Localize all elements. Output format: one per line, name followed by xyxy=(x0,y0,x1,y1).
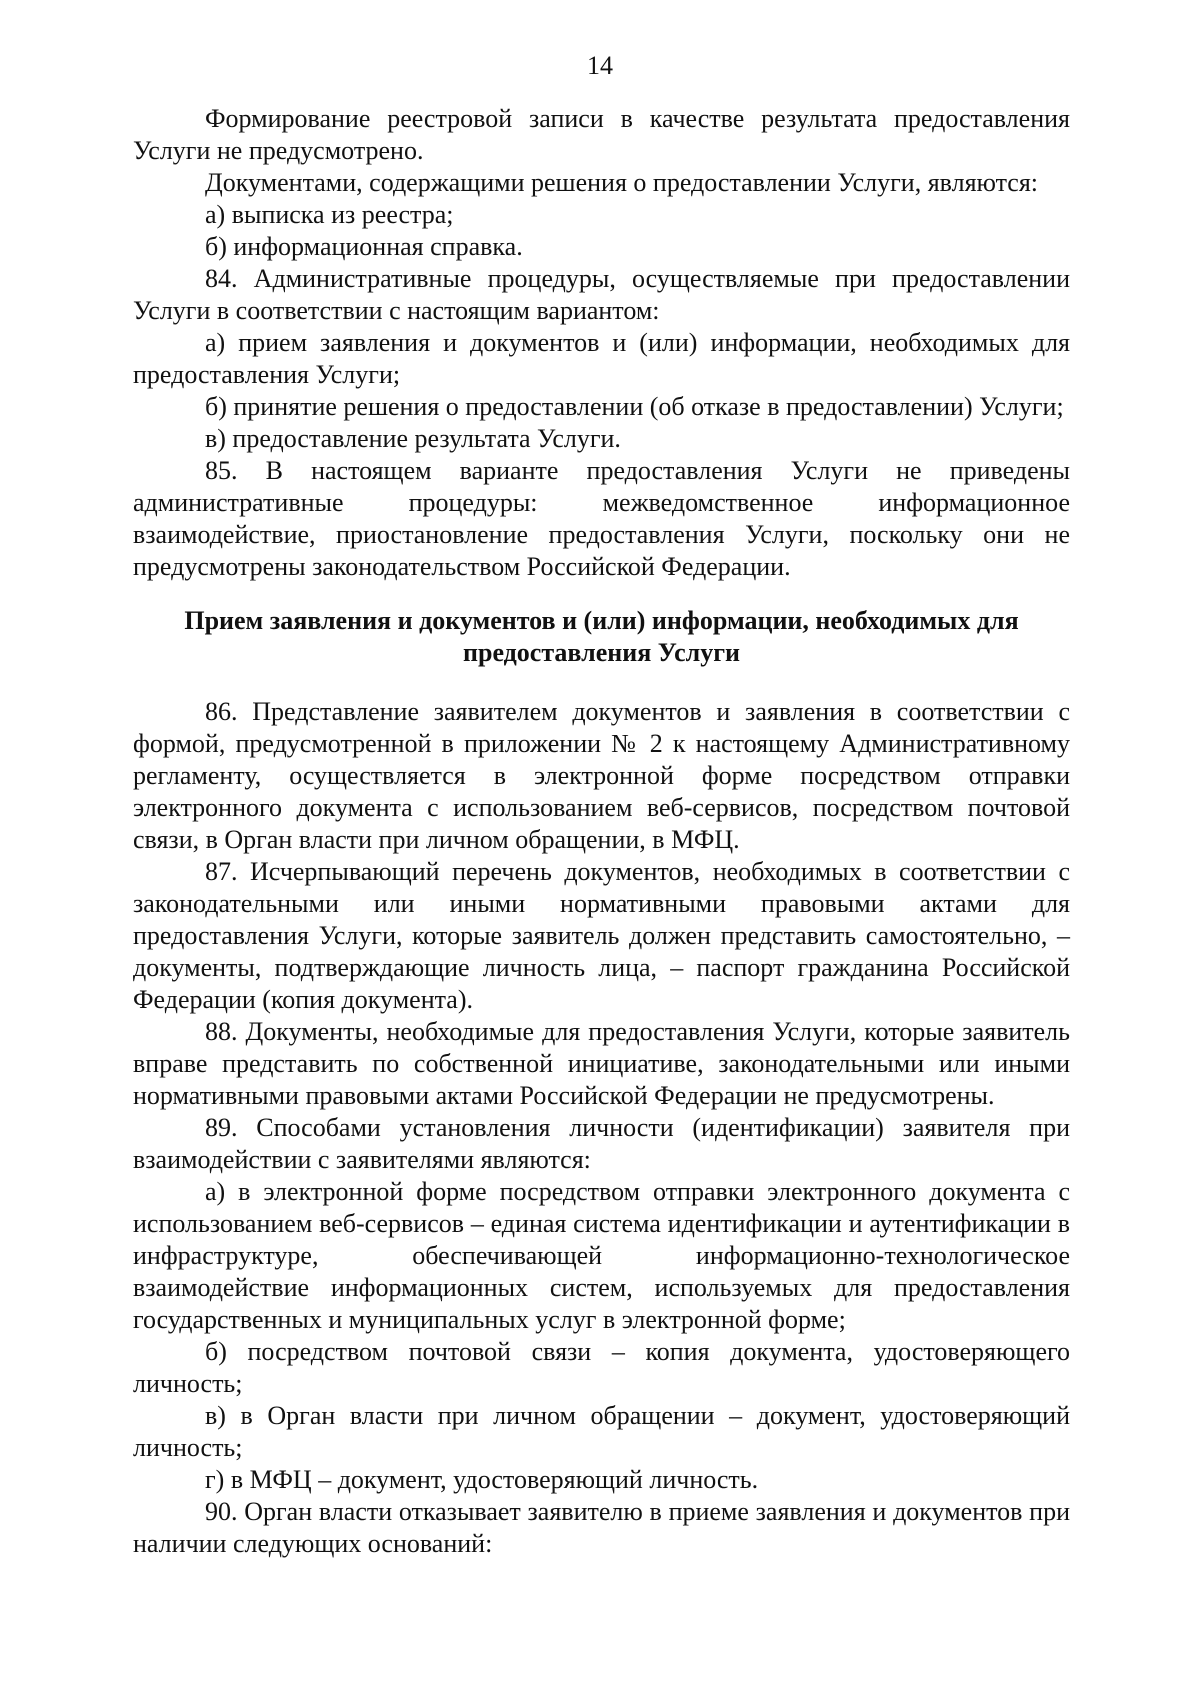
section-heading xyxy=(133,605,1070,669)
list-item: б) информационная справка. xyxy=(205,232,523,261)
paragraph: 84. Административные процедуры, осуществляемые при предоставлении Услуги в соответствии с настоящим вариантом: xyxy=(133,264,1070,325)
list-item: б) посредством почтовой связи – копия документа, удостоверяющего личность; xyxy=(133,1337,1070,1398)
paragraph: 86. Представление заявителем документов и заявления в соответствии с формой, предусмотренной в приложении № 2 к настоящему Административному регламенту, осуществляется в электронной форме посредством отправки электронного документа с использованием веб-сервисов, посредством почтовой связи, в Орган власти при личном обращении, в МФЦ. xyxy=(133,697,1070,854)
list-item: б) принятие решения о предоставлении (об отказе в предоставлении) Услуги; xyxy=(205,392,1064,421)
list-item: а) выписка из реестра; xyxy=(205,200,454,229)
page-number: 14 xyxy=(587,51,613,80)
list-item: а) прием заявления и документов и (или) информации, необходимых для предоставления Услуги; xyxy=(133,328,1070,389)
paragraph: 85. В настоящем варианте предоставления Услуги не приведены административные процедуры: межведомственное информационное взаимодействие, приостановление предоставления Услуги, поскольку они не предусмотрены законодательством Российской Федерации. xyxy=(133,456,1070,581)
paragraph: Документами, содержащими решения о предоставлении Услуги, являются: xyxy=(205,168,1039,197)
list-item: в) в Орган власти при личном обращении – документ, удостоверяющий личность; xyxy=(133,1401,1070,1462)
paragraph: 89. Способами установления личности (идентификации) заявителя при взаимодействии с заявителями являются: xyxy=(133,1113,1070,1174)
paragraph: 90. Орган власти отказывает заявителю в приеме заявления и документов при наличии следующих оснований: xyxy=(133,1497,1070,1558)
section-heading-line: Прием заявления и документов и (или) информации, необходимых для xyxy=(184,606,1019,635)
section-heading-line: предоставления Услуги xyxy=(463,638,740,667)
document-body xyxy=(133,103,1070,1560)
paragraph: Формирование реестровой записи в качестве результата предоставления Услуги не предусмотрено. xyxy=(133,104,1070,165)
list-item: в) предоставление результата Услуги. xyxy=(205,424,621,453)
paragraph: 87. Исчерпывающий перечень документов, необходимых в соответствии с законодательными или иными нормативными правовыми актами для предоставления Услуги, которые заявитель должен представить самостоятельно, – документы, подтверждающие личность лица, – паспорт гражданина Российской Федерации (копия документа). xyxy=(133,857,1070,1014)
list-item: г) в МФЦ – документ, удостоверяющий личность. xyxy=(205,1465,759,1494)
paragraph: 88. Документы, необходимые для предоставления Услуги, которые заявитель вправе представить по собственной инициативе, законодательными или иными нормативными правовыми актами Российской Федерации не предусмотрены. xyxy=(133,1017,1070,1110)
list-item: а) в электронной форме посредством отправки электронного документа с использованием веб-сервисов – единая система идентификации и аутентификации в инфраструктуре, обеспечивающей информационно-технологическое взаимодействие информационных систем, используемых для предоставления государственных и муниципальных услуг в электронной форме; xyxy=(133,1177,1070,1334)
